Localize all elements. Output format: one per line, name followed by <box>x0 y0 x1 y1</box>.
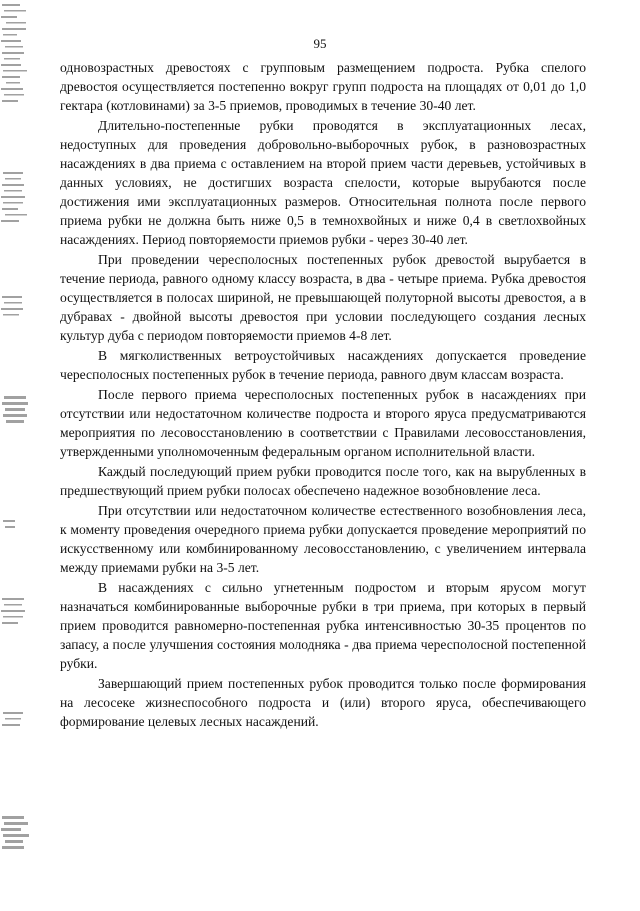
paragraph: При отсутствии или недостаточном количестве естественного возобновления леса, к моменту проведения очередного приема рубки допускается проведение мероприятий по искусственному или комбинированному лесовосстановлению, с увеличением интервала между приемами рубки на 3-5 лет. <box>60 503 586 575</box>
paragraph: Завершающий прием постепенных рубок проводится только после формирования на лесосеке жизнеспособного подроста и (или) второго яруса, обеспечивающего формирование целевых лесных насаждений. <box>60 676 586 729</box>
paragraph: В мягколиственных ветроустойчивых насаждениях допускается проведение чересполосных постепенных рубок в течение периода, равного двум классам возраста. <box>60 348 586 382</box>
paragraph: При проведении чересполосных постепенных рубок древостой вырубается в течение периода, равного одному классу возраста, в два - четыре приема. Рубка древостоя осуществляется в полосах шириной, не превышающей полуторной высоты древостоя, а в дубравах - двойной высоты древостоя при условии последующего создания лесных культур дуба с периодом повторяемости приемов 4-8 лет. <box>60 252 586 343</box>
page-number: 95 <box>313 36 327 51</box>
paragraph: В насаждениях с сильно угнетенным подростом и вторым ярусом могут назначаться комбинированные выборочные рубки в три приема, при которых в первый прием проводится равномерно-постепенная рубка интенсивностью 30-35 процентов по запасу, а после улучшения состояния молодняка - два приема чересполосной постепенной рубки. <box>60 580 586 671</box>
scan-edge-noise <box>0 0 40 911</box>
body-text <box>60 58 586 732</box>
paragraph: одновозрастных древостоях с групповым размещением подроста. Рубка спелого древостоя осуществляется постепенно вокруг групп подроста на площадях от 0,01 до 1,0 гектара (котловинами) за 3-5 приемов, проводимых в течение 30-40 лет. <box>60 60 586 113</box>
paragraph: Каждый последующий прием рубки проводится после того, как на вырубленных в предшествующий прием рубки полосах обеспечено надежное возобновление леса. <box>60 464 586 498</box>
paragraph: Длительно-постепенные рубки проводятся в эксплуатационных лесах, недоступных для проведения добровольно-выборочных рубок, в разновозрастных насаждениях в два приема с оставлением на второй прием части деревьев, устойчивых в данных условиях, не достигших возраста спелости, которые вырубаются после достижения ими эксплуатационных размеров. Относительная полнота после первого приема рубки не должна быть ниже 0,5 в темнохвойных и ниже 0,4 в светлохвойных насаждениях. Период повторяемости приемов рубки - через 30-40 лет. <box>60 118 586 247</box>
paragraph: После первого приема чересполосных постепенных рубок в насаждениях при отсутствии или недостаточном количестве подроста и второго яруса предусматриваются мероприятия по лесовосстановлению в соответствии с Правилами лесовосстановления, утвержденными уполномоченным федеральным органом исполнительной власти. <box>60 387 586 459</box>
